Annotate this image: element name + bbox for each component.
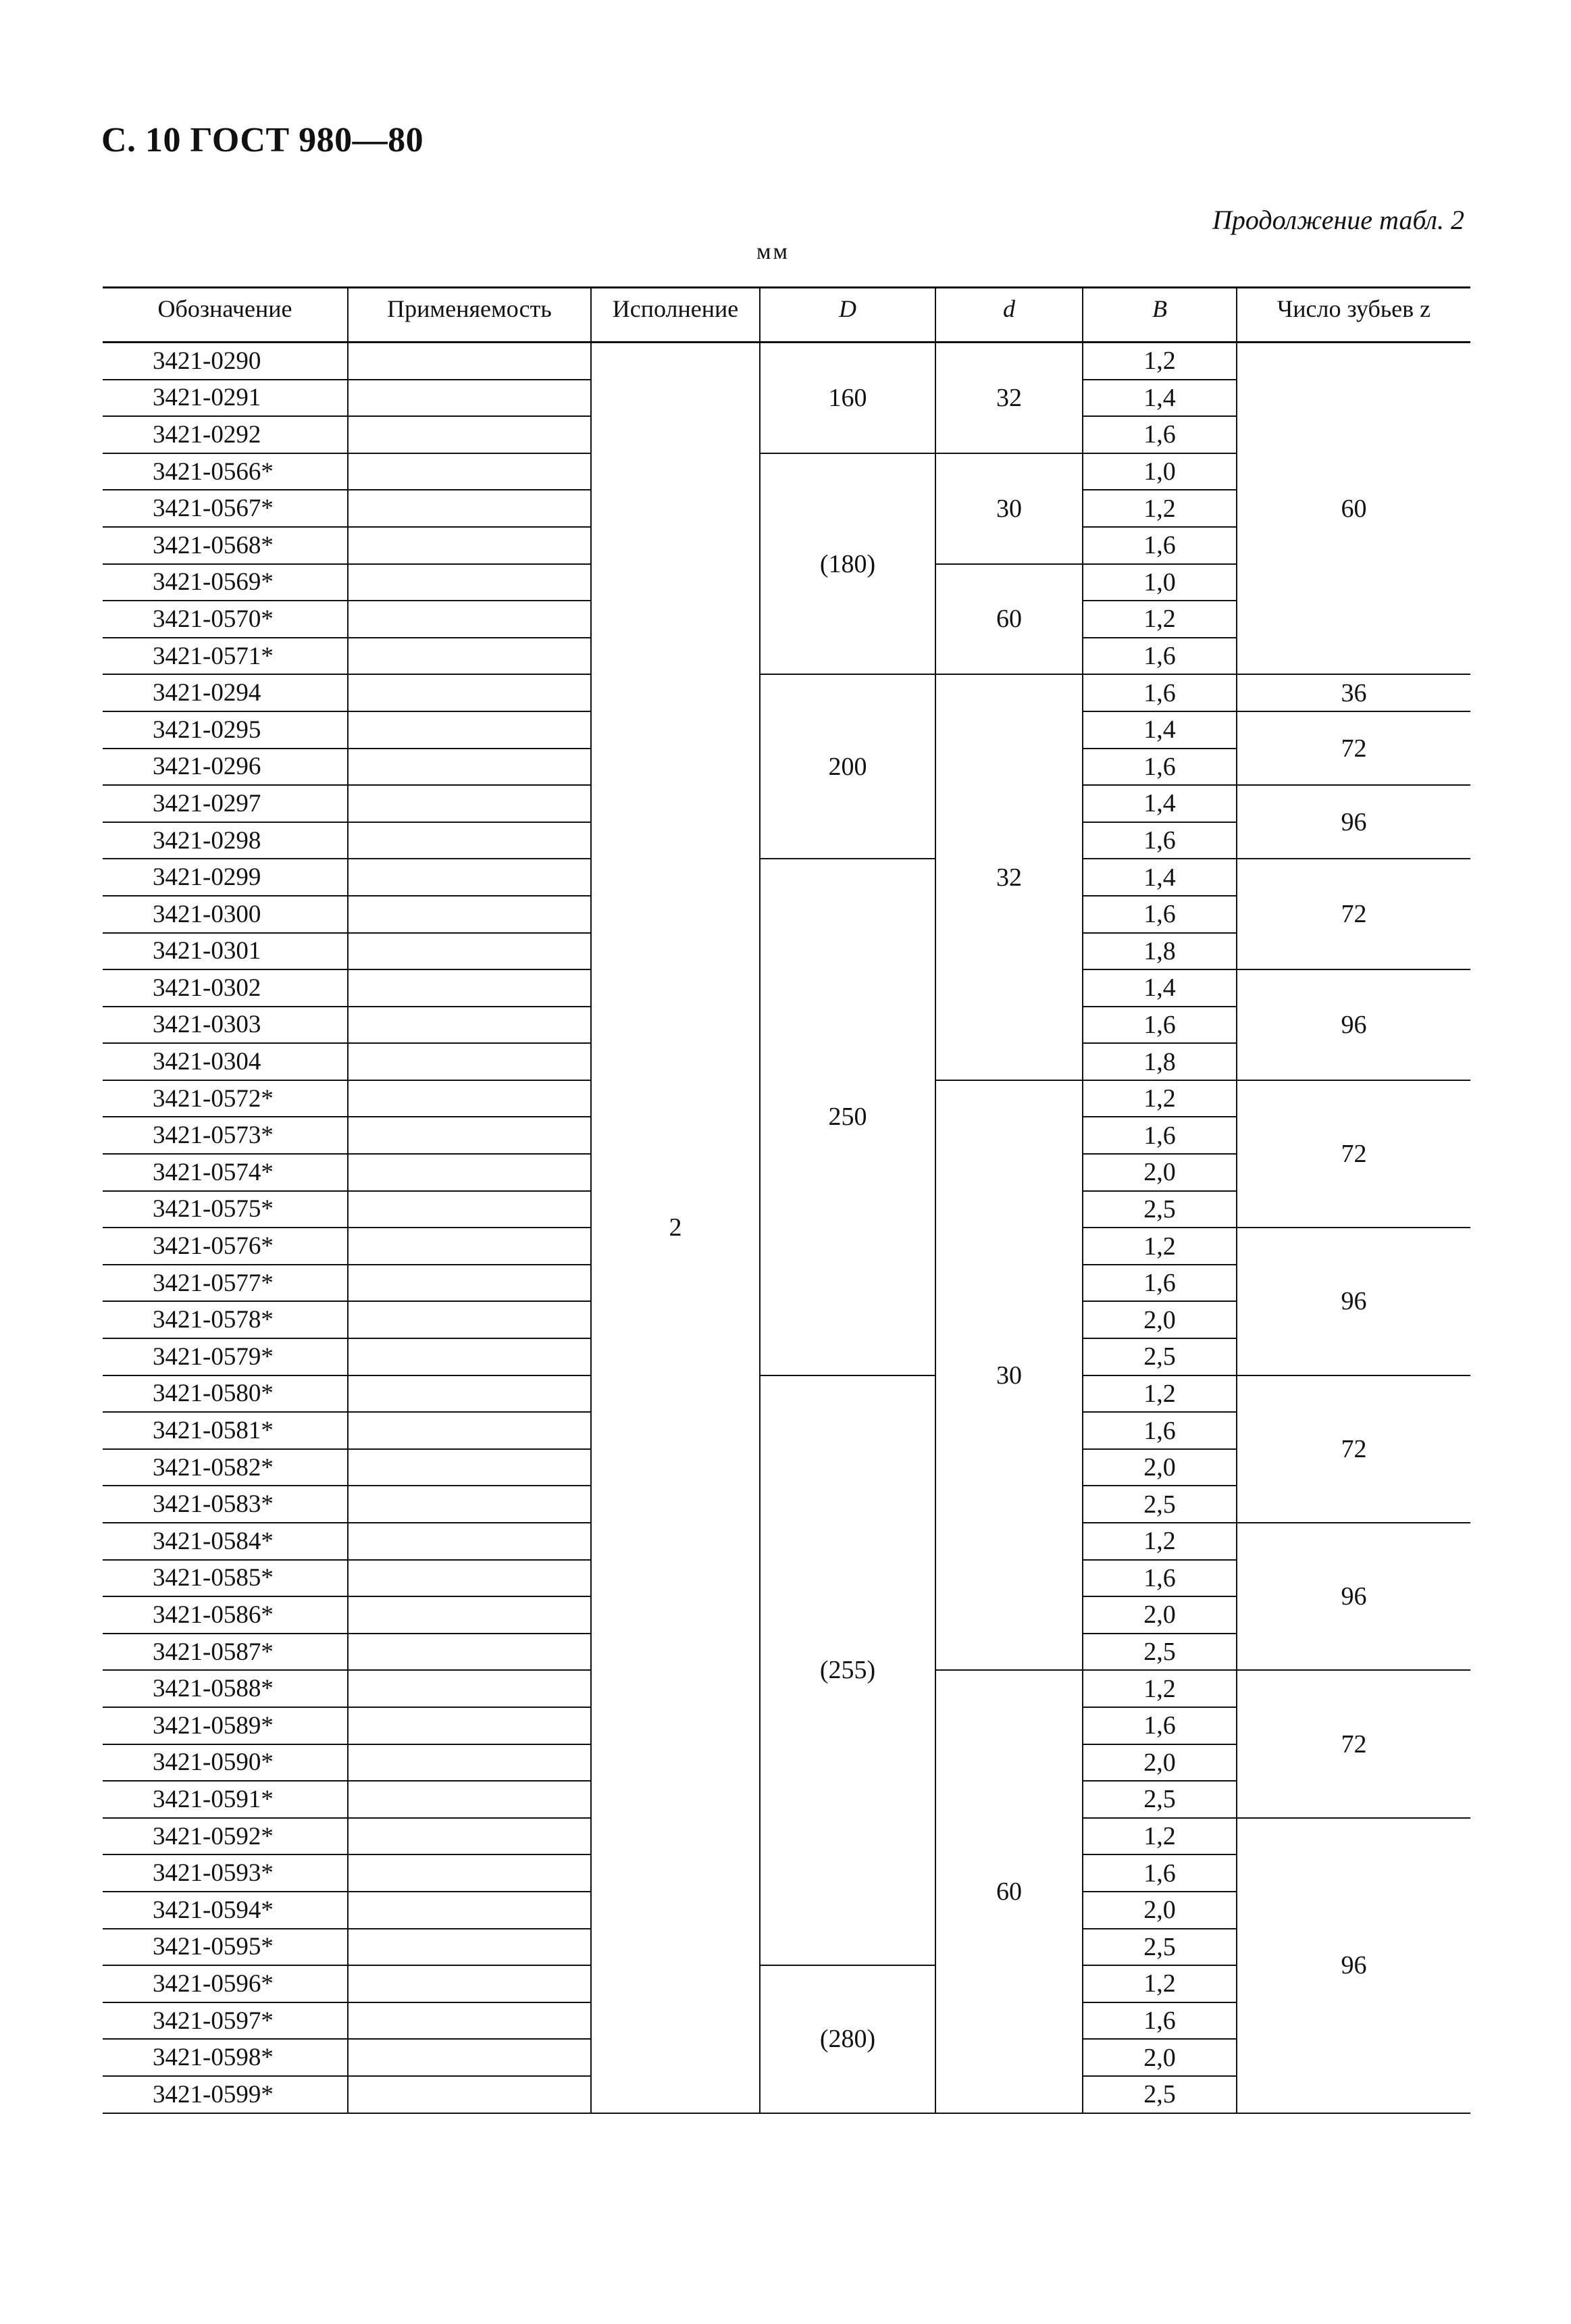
designation-cell: 3421-0587* — [103, 1634, 348, 1671]
designation-cell: 3421-0566* — [103, 453, 348, 490]
designation-cell: 3421-0570* — [103, 601, 348, 638]
applicability-cell — [348, 1965, 591, 2002]
applicability-cell — [348, 1523, 591, 1560]
B-cell: 1,4 — [1083, 785, 1237, 822]
designation-cell: 3421-0303 — [103, 1007, 348, 1044]
B-cell: 1,6 — [1083, 1007, 1237, 1044]
applicability-cell — [348, 2002, 591, 2040]
B-cell: 2,5 — [1083, 1191, 1237, 1228]
B-cell: 1,6 — [1083, 2002, 1237, 2040]
applicability-cell — [348, 896, 591, 933]
applicability-cell — [348, 1892, 591, 1929]
designation-cell: 3421-0595* — [103, 1929, 348, 1966]
designation-cell: 3421-0586* — [103, 1596, 348, 1634]
designation-cell: 3421-0589* — [103, 1707, 348, 1744]
designation-cell: 3421-0304 — [103, 1043, 348, 1080]
B-cell: 2,0 — [1083, 1596, 1237, 1634]
applicability-cell — [348, 785, 591, 822]
designation-cell: 3421-0300 — [103, 896, 348, 933]
B-cell: 2,0 — [1083, 2039, 1237, 2076]
applicability-cell — [348, 933, 591, 970]
designation-cell: 3421-0573* — [103, 1117, 348, 1154]
teeth-count-cell: 72 — [1237, 711, 1470, 785]
B-cell: 2,0 — [1083, 1301, 1237, 1338]
B-cell: 1,2 — [1083, 1523, 1237, 1560]
table-container — [103, 286, 1470, 2114]
designation-cell: 3421-0596* — [103, 1965, 348, 2002]
B-cell: 1,8 — [1083, 1043, 1237, 1080]
applicability-cell — [348, 1449, 591, 1486]
designation-cell: 3421-0582* — [103, 1449, 348, 1486]
B-cell: 1,2 — [1083, 1965, 1237, 2002]
specification-table — [103, 286, 1470, 2114]
D-cell: (255) — [760, 1375, 935, 1966]
teeth-count-cell: 72 — [1237, 1375, 1470, 1523]
table-row — [103, 1375, 1470, 1413]
applicability-cell — [348, 453, 591, 490]
B-cell: 1,0 — [1083, 453, 1237, 490]
applicability-cell — [348, 1929, 591, 1966]
applicability-cell — [348, 1191, 591, 1228]
D-cell: (280) — [760, 1965, 935, 2113]
designation-cell: 3421-0569* — [103, 564, 348, 601]
applicability-cell — [348, 1338, 591, 1375]
designation-cell: 3421-0581* — [103, 1412, 348, 1449]
table-body — [103, 343, 1470, 2113]
B-cell: 1,6 — [1083, 674, 1237, 711]
B-cell: 1,6 — [1083, 1117, 1237, 1154]
designation-cell: 3421-0584* — [103, 1523, 348, 1560]
table-header-row — [103, 288, 1470, 343]
applicability-cell — [348, 1854, 591, 1892]
applicability-cell — [348, 822, 591, 859]
designation-cell: 3421-0590* — [103, 1744, 348, 1782]
B-cell: 1,6 — [1083, 1854, 1237, 1892]
B-cell: 2,5 — [1083, 2076, 1237, 2113]
B-cell: 1,6 — [1083, 1707, 1237, 1744]
applicability-cell — [348, 1228, 591, 1265]
header-designation: Обозначение — [103, 288, 348, 343]
applicability-cell — [348, 1265, 591, 1302]
applicability-cell — [348, 1634, 591, 1671]
designation-cell: 3421-0599* — [103, 2076, 348, 2113]
B-cell: 1,2 — [1083, 1818, 1237, 1855]
header-d: d — [935, 288, 1083, 343]
execution-cell: 2 — [591, 343, 760, 2113]
designation-cell: 3421-0571* — [103, 638, 348, 675]
d-cell: 60 — [935, 564, 1083, 675]
D-cell: 160 — [760, 343, 935, 453]
applicability-cell — [348, 1043, 591, 1080]
B-cell: 1,6 — [1083, 749, 1237, 786]
d-cell: 32 — [935, 674, 1083, 1080]
header-teeth-count: Число зубьев z — [1237, 288, 1470, 343]
B-cell: 1,2 — [1083, 1375, 1237, 1413]
applicability-cell — [348, 416, 591, 453]
d-cell: 60 — [935, 1670, 1083, 2113]
designation-cell: 3421-0593* — [103, 1854, 348, 1892]
B-cell: 1,2 — [1083, 343, 1237, 380]
B-cell: 2,0 — [1083, 1154, 1237, 1191]
header-B: B — [1083, 288, 1237, 343]
applicability-cell — [348, 1560, 591, 1597]
applicability-cell — [348, 969, 591, 1007]
table-row — [103, 674, 1470, 711]
applicability-cell — [348, 638, 591, 675]
designation-cell: 3421-0302 — [103, 969, 348, 1007]
B-cell: 1,4 — [1083, 380, 1237, 417]
teeth-count-cell: 72 — [1237, 1670, 1470, 1817]
header-applicability: Применяемость — [348, 288, 591, 343]
applicability-cell — [348, 859, 591, 896]
applicability-cell — [348, 1301, 591, 1338]
designation-cell: 3421-0594* — [103, 1892, 348, 1929]
teeth-count-cell: 96 — [1237, 785, 1470, 859]
designation-cell: 3421-0578* — [103, 1301, 348, 1338]
B-cell: 1,6 — [1083, 1560, 1237, 1597]
header-D: D — [760, 288, 935, 343]
header-execution: Исполнение — [591, 288, 760, 343]
B-cell: 1,6 — [1083, 896, 1237, 933]
d-cell: 30 — [935, 453, 1083, 564]
B-cell: 2,5 — [1083, 1929, 1237, 1966]
teeth-count-cell: 36 — [1237, 674, 1470, 711]
applicability-cell — [348, 1670, 591, 1707]
designation-cell: 3421-0299 — [103, 859, 348, 896]
applicability-cell — [348, 343, 591, 380]
D-cell: (180) — [760, 453, 935, 675]
B-cell: 2,5 — [1083, 1338, 1237, 1375]
applicability-cell — [348, 1080, 591, 1117]
designation-cell: 3421-0568* — [103, 527, 348, 564]
B-cell: 1,2 — [1083, 1080, 1237, 1117]
applicability-cell — [348, 1596, 591, 1634]
applicability-cell — [348, 1707, 591, 1744]
B-cell: 1,4 — [1083, 711, 1237, 749]
B-cell: 2,0 — [1083, 1449, 1237, 1486]
designation-cell: 3421-0575* — [103, 1191, 348, 1228]
B-cell: 2,5 — [1083, 1634, 1237, 1671]
unit-label: мм — [756, 239, 790, 264]
applicability-cell — [348, 1375, 591, 1413]
B-cell: 2,0 — [1083, 1744, 1237, 1782]
B-cell: 1,4 — [1083, 969, 1237, 1007]
designation-cell: 3421-0294 — [103, 674, 348, 711]
B-cell: 1,4 — [1083, 859, 1237, 896]
applicability-cell — [348, 564, 591, 601]
teeth-count-cell: 60 — [1237, 343, 1470, 675]
table-continuation-note: Продолжение табл. 2 — [1212, 205, 1464, 235]
applicability-cell — [348, 749, 591, 786]
designation-cell: 3421-0295 — [103, 711, 348, 749]
applicability-cell — [348, 1007, 591, 1044]
B-cell: 2,5 — [1083, 1486, 1237, 1523]
designation-cell: 3421-0598* — [103, 2039, 348, 2076]
d-cell: 32 — [935, 343, 1083, 453]
B-cell: 1,2 — [1083, 1670, 1237, 1707]
designation-cell: 3421-0583* — [103, 1486, 348, 1523]
table-row — [103, 343, 1470, 380]
applicability-cell — [348, 1486, 591, 1523]
teeth-count-cell: 72 — [1237, 859, 1470, 969]
designation-cell: 3421-0591* — [103, 1781, 348, 1818]
applicability-cell — [348, 1412, 591, 1449]
applicability-cell — [348, 1117, 591, 1154]
designation-cell: 3421-0574* — [103, 1154, 348, 1191]
designation-cell: 3421-0572* — [103, 1080, 348, 1117]
table-row — [103, 859, 1470, 896]
page-header: С. 10 ГОСТ 980—80 — [101, 121, 424, 159]
designation-cell: 3421-0567* — [103, 490, 348, 527]
designation-cell: 3421-0291 — [103, 380, 348, 417]
designation-cell: 3421-0592* — [103, 1818, 348, 1855]
applicability-cell — [348, 490, 591, 527]
applicability-cell — [348, 1154, 591, 1191]
designation-cell: 3421-0580* — [103, 1375, 348, 1413]
designation-cell: 3421-0290 — [103, 343, 348, 380]
designation-cell: 3421-0588* — [103, 1670, 348, 1707]
B-cell: 1,6 — [1083, 638, 1237, 675]
applicability-cell — [348, 380, 591, 417]
designation-cell: 3421-0292 — [103, 416, 348, 453]
designation-cell: 3421-0579* — [103, 1338, 348, 1375]
B-cell: 1,6 — [1083, 416, 1237, 453]
applicability-cell — [348, 674, 591, 711]
applicability-cell — [348, 527, 591, 564]
applicability-cell — [348, 601, 591, 638]
B-cell: 2,0 — [1083, 1892, 1237, 1929]
D-cell: 250 — [760, 859, 935, 1375]
designation-cell: 3421-0296 — [103, 749, 348, 786]
designation-cell: 3421-0577* — [103, 1265, 348, 1302]
applicability-cell — [348, 2039, 591, 2076]
B-cell: 1,2 — [1083, 601, 1237, 638]
designation-cell: 3421-0597* — [103, 2002, 348, 2040]
teeth-count-cell: 96 — [1237, 969, 1470, 1080]
B-cell: 1,8 — [1083, 933, 1237, 970]
B-cell: 1,2 — [1083, 490, 1237, 527]
designation-cell: 3421-0298 — [103, 822, 348, 859]
applicability-cell — [348, 1781, 591, 1818]
designation-cell: 3421-0301 — [103, 933, 348, 970]
applicability-cell — [348, 1818, 591, 1855]
B-cell: 1,6 — [1083, 822, 1237, 859]
designation-cell: 3421-0297 — [103, 785, 348, 822]
B-cell: 1,0 — [1083, 564, 1237, 601]
D-cell: 200 — [760, 674, 935, 859]
B-cell: 1,2 — [1083, 1228, 1237, 1265]
B-cell: 1,6 — [1083, 527, 1237, 564]
teeth-count-cell: 72 — [1237, 1080, 1470, 1228]
teeth-count-cell: 96 — [1237, 1523, 1470, 1670]
B-cell: 1,6 — [1083, 1412, 1237, 1449]
teeth-count-cell: 96 — [1237, 1818, 1470, 2113]
d-cell: 30 — [935, 1080, 1083, 1671]
B-cell: 2,5 — [1083, 1781, 1237, 1818]
B-cell: 1,6 — [1083, 1265, 1237, 1302]
applicability-cell — [348, 2076, 591, 2113]
designation-cell: 3421-0576* — [103, 1228, 348, 1265]
teeth-count-cell: 96 — [1237, 1228, 1470, 1375]
applicability-cell — [348, 1744, 591, 1782]
designation-cell: 3421-0585* — [103, 1560, 348, 1597]
applicability-cell — [348, 711, 591, 749]
